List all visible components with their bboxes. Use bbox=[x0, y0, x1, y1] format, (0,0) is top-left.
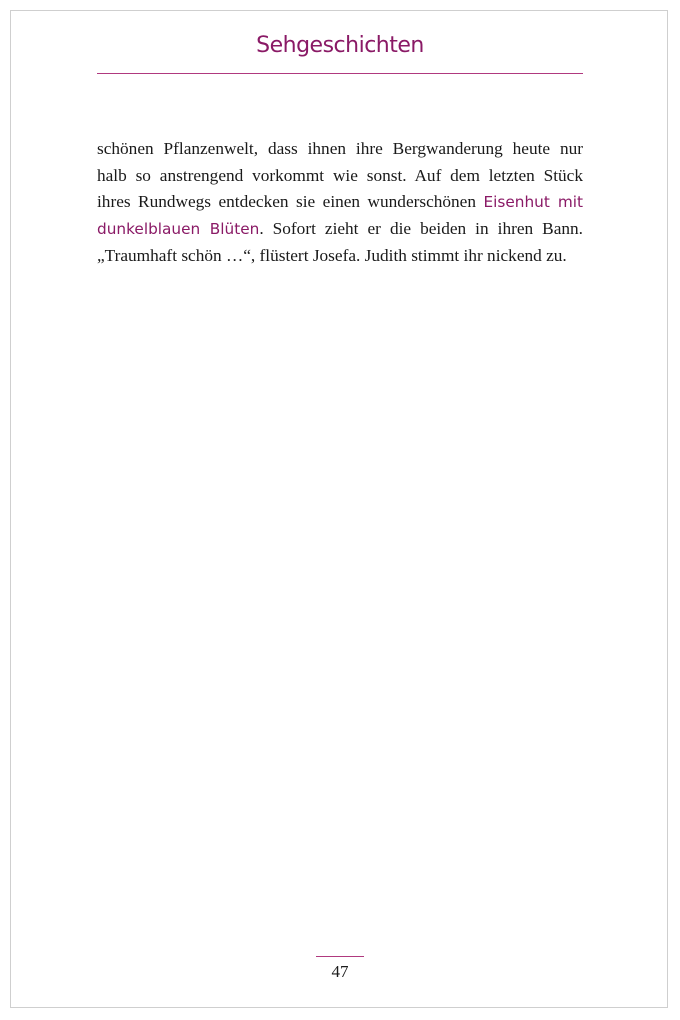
text-run: schönen Pflanzenwelt, dass ihnen ihre Bergwanderung heute nur bbox=[97, 139, 583, 158]
text-line bbox=[97, 216, 583, 243]
highlighted-phrase: dunkelblauen Blüten bbox=[97, 220, 260, 239]
text-line bbox=[97, 136, 583, 163]
header-divider bbox=[97, 73, 583, 74]
body-paragraph bbox=[97, 136, 583, 270]
text-run: . Sofort zieht er die beiden in ihren Bann. bbox=[259, 219, 583, 239]
text-line bbox=[97, 243, 583, 270]
text-run: halb so anstrengend vorkommt wie sonst. Auf dem letzten Stück bbox=[97, 165, 583, 185]
text-run: ihres Rundwegs entdecken sie einen wunderschönen bbox=[97, 192, 484, 212]
text-run: „Traumhaft schön …“, flüstert Josefa. Judith stimmt ihr nickend zu. bbox=[97, 245, 567, 265]
text-line bbox=[97, 163, 583, 190]
text-line bbox=[97, 189, 583, 216]
running-header-title: Sehgeschichten bbox=[256, 33, 424, 58]
footer-divider bbox=[316, 956, 364, 957]
highlighted-phrase: Eisenhut mit bbox=[483, 193, 584, 212]
page-number: 47 bbox=[331, 962, 349, 981]
